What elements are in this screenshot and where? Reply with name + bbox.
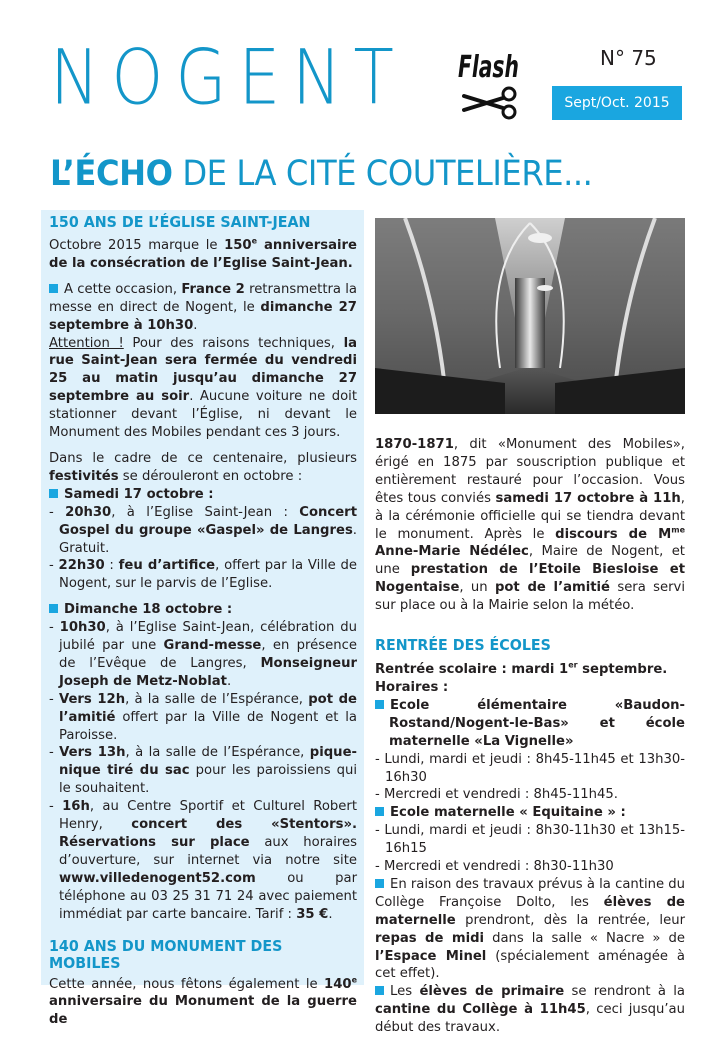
school-2-name: Ecole maternelle « Equitaine » : <box>375 804 685 822</box>
tv-paragraph: A cette occasion, France 2 retransmettra la messe en direct de Nogent, le dimanche 27 septembre à 10h30. <box>49 281 357 333</box>
page-headline: L’ÉCHO DE LA CITÉ COUTELIÈRE... <box>50 154 593 194</box>
sunday-item-2: - Vers 12h, à la salle de l’Espérance, pot de l’amitié offert par la Ville de Nogent et la Paroisse. <box>49 691 357 743</box>
festivities-paragraph: Dans le cadre de ce centenaire, plusieurs festivités se dérouleront en octobre : <box>49 450 357 484</box>
monument-paragraph: Cette année, nous fêtons également le 140e anniversaire du Monument de la guerre de <box>49 975 357 1028</box>
website-link[interactable]: www.villedenogent52.com <box>59 870 256 886</box>
hours-heading: Horaires : <box>375 679 449 695</box>
school-start-date: Rentrée scolaire : mardi 1er septembre. <box>375 660 668 678</box>
scissors-icon <box>462 86 520 120</box>
right-column <box>375 436 685 1037</box>
sunday-item-1: - 10h30, à l’Eglise Saint-Jean, célébration du jubilé par une Grand-messe, en présence de l’Evêque de Langres, Monseigneur Joseph de Metz-Noblat. <box>49 620 358 689</box>
intro-paragraph: Octobre 2015 marque le 150e anniversaire de la consécration de l’Eglise Saint-Jean. <box>49 236 357 271</box>
saturday-item-2: - 22h30 : feu d’artifice, offert par la Ville de Nogent, sur le parvis de l’Eglise. <box>49 558 358 592</box>
section-title-monument: 140 ANS DU MONUMENT DES MOBILES <box>49 936 283 972</box>
date-badge: Sept/Oct. 2015 <box>552 86 682 120</box>
square-bullet-icon <box>49 604 58 613</box>
square-bullet-icon <box>375 879 384 888</box>
section-title-schools: RENTRÉE DES ÉCOLES <box>375 636 551 655</box>
sunday-item-3: - Vers 13h, à la salle de l’Espérance, pique-nique tiré du sac pour les paroissiens qui le souhaitent. <box>49 745 358 797</box>
primary-canteen-paragraph: Les élèves de primaire se rendront à la cantine du Collège à 11h45, ceci jusqu’au début des travaux. <box>375 984 685 1036</box>
square-bullet-icon <box>375 700 384 709</box>
school-1-name: Ecole élémentaire «Baudon-Rostand/Nogent-le-Bas» et école maternelle «La Vignelle» <box>375 697 685 751</box>
saturday-item-1: - 20h30, à l’Eglise Saint-Jean : Concert Gospel du groupe «Gaspel» de Langres. Gratuit. <box>49 504 357 556</box>
square-bullet-icon <box>375 807 384 816</box>
saturday-heading: Samedi 17 octobre : <box>49 486 357 504</box>
school-2-hours-a: - Lundi, mardi et jeudi : 8h30-11h30 et 13h15-16h15 <box>375 823 686 857</box>
square-bullet-icon <box>375 986 384 995</box>
school-1-hours-a: - Lundi, mardi et jeudi : 8h45-11h45 et 13h30-16h30 <box>375 751 686 785</box>
section-title-church: 150 ANS DE L’ÉGLISE SAINT-JEAN <box>49 213 311 231</box>
sunday-heading: Dimanche 18 octobre : <box>49 601 357 619</box>
square-bullet-icon <box>49 284 58 293</box>
issue-number: N° 75 <box>600 46 657 70</box>
masthead <box>50 33 406 122</box>
left-column <box>49 214 357 1029</box>
flash-label: Flash <box>458 50 519 85</box>
school-2-hours-b: - Mercredi et vendredi : 8h30-11h30 <box>375 859 614 875</box>
sunday-item-4: - 16h, au Centre Sportif et Culturel Robert Henry, concert des «Stentors». Réservations sur place aux horaires d’ouverture, sur internet via notre site www.villedenogent52.com ou par téléphone au 03 25 31 71 24 avec paiement immédiat par carte bancaire. Tarif : 35 €. <box>49 799 357 922</box>
masthead-title: NOGENT <box>50 33 406 122</box>
road-closure-paragraph: Attention ! Pour des raisons techniques, la rue Saint-Jean sera fermée du vendredi 25 au matin jusqu’au dimanche 27 septembre au soir. Aucune voiture ne doit stationner devant l’Église, ni devant le Monument des Mobiles pendant ces 3 jours. <box>49 335 357 441</box>
church-interior-photo <box>375 218 685 414</box>
canteen-paragraph: En raison des travaux prévus à la cantine du Collège Françoise Dolto, les élèves de maternelle prendront, dès la rentrée, leur repas de midi dans la salle « Nacre » de l’Espace Minel (spécialement aménagée à cet effet). <box>375 876 686 982</box>
square-bullet-icon <box>49 489 58 498</box>
monument-continued-paragraph: 1870-1871, dit «Monument des Mobiles», érigé en 1875 par souscription publique et entièrement restauré pour l’occasion. Vous êtes tous conviés samedi 17 octobre à 11h, à la cérémonie officielle qui se tiendra devant le monument. Après le discours de $M^{me}$ Anne-Marie Nédélec, Maire de Nogent, et une prestation de l’Etoile Biesloise et Nogentaise, un pot de l’amitié sera servi sur place ou à la Mairie selon la météo. <box>375 437 686 614</box>
school-1-hours-b: - Mercredi et vendredi : 8h45-11h45. <box>375 787 618 803</box>
